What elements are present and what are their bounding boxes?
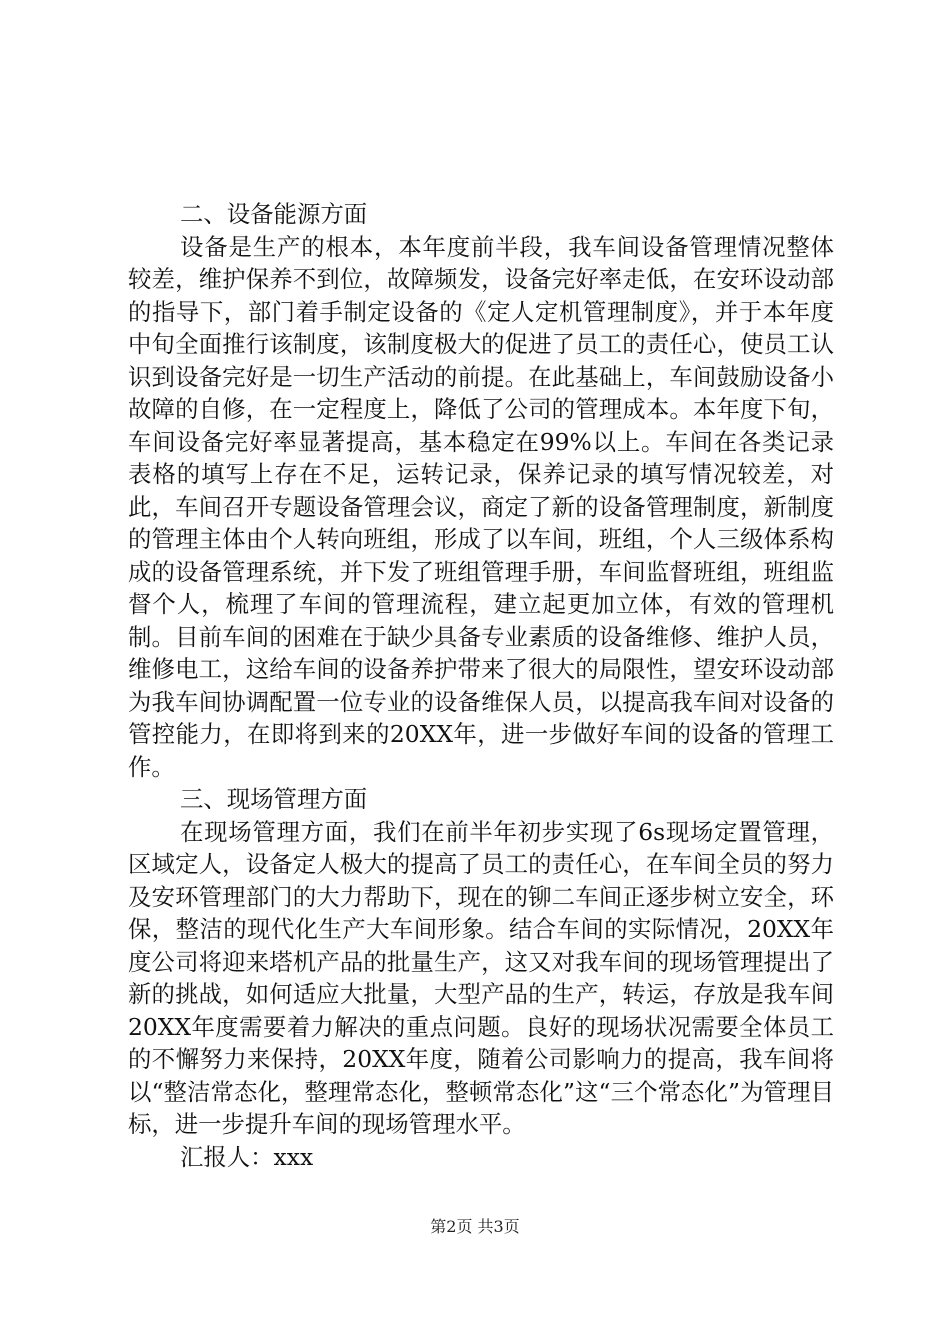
document-body (128, 198, 834, 1173)
section-body-equipment: 设备是生产的根本，本年度前半段，我车间设备管理情况整体较差，维护保养不到位，故障频发，设备完好率走低，在安环设动部的指导下，部门着手制定设备的《定人定机管理制度》，并于本年度中旬全面推行该制度，该制度极大的促进了员工的责任心，使员工认识到设备完好是一切生产活动的前提。在此基础上，车间鼓励设备小故障的自修，在一定程度上，降低了公司的管理成本。本年度下旬，车间设备完好率显著提高，基本稳定在99%以上。车间在各类记录表格的填写上存在不足，运转记录，保养记录的填写情况较差，对此，车间召开专题设备管理会议，商定了新的设备管理制度，新制度的管理主体由个人转向班组，形成了以车间，班组，个人三级体系构成的设备管理系统，并下发了班组管理手册，车间监督班组，班组监督个人，梳理了车间的管理流程，建立起更加立体，有效的管理机制。目前车间的困难在于缺少具备专业素质的设备维修、维护人员，维修电工，这给车间的设备养护带来了很大的局限性，望安环设动部为我车间协调配置一位专业的设备维保人员，以提高我车间对设备的管控能力，在即将到来的20XX年，进一步做好车间的设备的管理工作。 (128, 232, 834, 781)
section-body-site-management: 在现场管理方面，我们在前半年初步实现了6s现场定置管理，区域定人，设备定人极大的提高了员工的责任心，在车间全员的努力及安环管理部门的大力帮助下，现在的铆二车间正逐步树立安全，环保，整洁的现代化生产大车间形象。结合车间的实际情况，20XX年度公司将迎来塔机产品的批量生产，这又对我车间的现场管理提出了新的挑战，如何适应大批量，大型产品的生产，转运，存放是我车间20XX年度需要着力解决的重点问题。良好的现场状况需要全体员工的不懈努力来保持，20XX年度，随着公司影响力的提高，我车间将以“整洁常态化，整理常态化，整顿常态化”这“三个常态化”为管理目标，进一步提升车间的现场管理水平。 (128, 817, 834, 1138)
section-heading-equipment: 二、设备能源方面 (180, 200, 368, 228)
signature-line: 汇报人：xxx (180, 1142, 314, 1171)
page-footer: 第2页 共3页 (430, 1217, 520, 1236)
section-heading-site-management: 三、现场管理方面 (180, 785, 368, 813)
